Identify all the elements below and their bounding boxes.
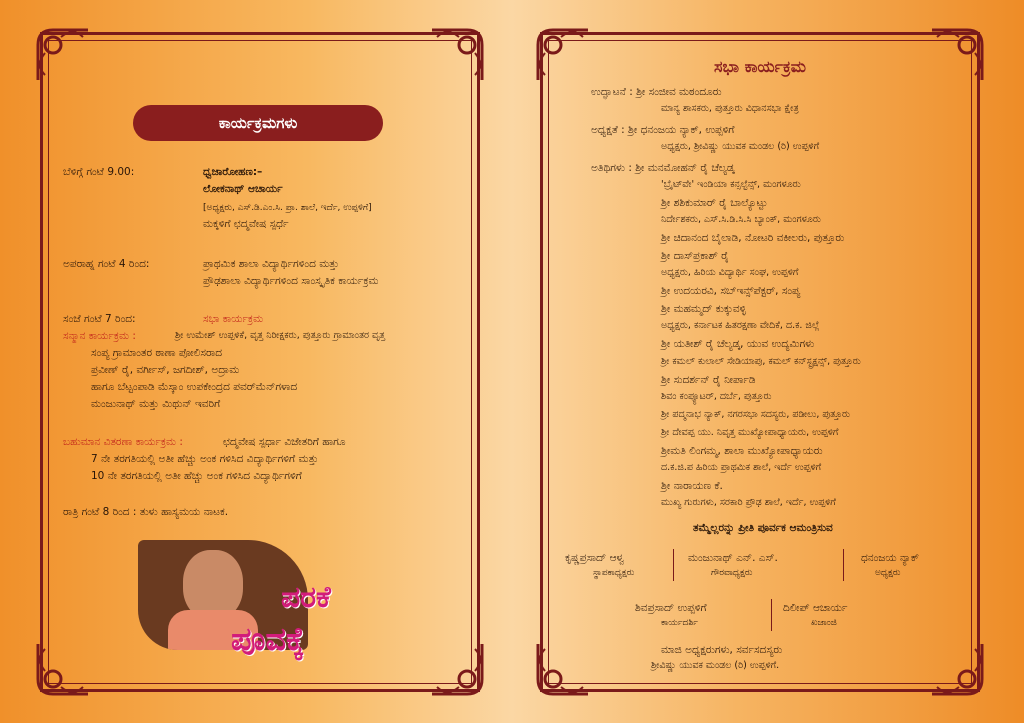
left-page — [40, 32, 480, 692]
sig-president-name: ಧನಂಜಯ ನ್ಯಾಕ್ — [861, 552, 920, 564]
guest-detail-6: ಅಧ್ಯಕ್ಷರು, ಕರ್ನಾಟಕ ಹಿತರಕ್ಷಣಾ ವೇದಿಕೆ, ದ.ಕ. ಜಿಲ್ಲೆ — [661, 320, 820, 331]
ornament-corner-icon — [427, 25, 487, 85]
divider — [843, 549, 844, 581]
brand-word-2: ಪೂವಕ್ಕೆ — [231, 620, 305, 658]
flag-hoisting: ಧ್ವಜಾರೋಹಣ:– — [203, 166, 263, 178]
row-president-detail: ಅಧ್ಯಕ್ಷರು, ಶ್ರೀವಿಷ್ಣು ಯುವಕ ಮಂಡಲ (ರಿ) ಉಪ್ಪಳಿಗೆ — [661, 141, 820, 152]
prize-line-3: 10 ನೇ ತರಗತಿಯಲ್ಲಿ ಅತೀ ಹೆಚ್ಚು ಅಂಕ ಗಳಿಸಿದ ವಿದ್ಯಾರ್ಥಿಗಳಿಗೆ — [91, 470, 302, 482]
sig-treasurer-name: ದಿಲೀಪ್ ಆಚಾರ್ಯ — [783, 602, 848, 614]
prize-label: ಬಹುಮಾನ ವಿತರಣಾ ಕಾರ್ಯಕ್ರಮ : — [63, 436, 183, 448]
ornament-corner-icon — [533, 639, 593, 699]
row-guests: ಅತಿಥಿಗಳು : ಶ್ರೀ ಮನಮೋಹನ್ ರೈ ಚೆಲ್ಯಡ್ಕ — [591, 162, 735, 174]
guest-detail-9: ಶಿವಂ ಕಂಪ್ಯೂಟರ್, ದರ್ಬೆ, ಪುತ್ತೂರು — [661, 391, 772, 402]
guest-13: ಶ್ರೀ ನಾರಾಯಣ ಕೆ. — [661, 480, 723, 492]
sig-secretary-name: ಶಿವಪ್ರಸಾದ್ ಉಪ್ಪಳಿಗೆ — [635, 602, 707, 614]
felicitation-line-5: ಮಂಜುನಾಥ್ ಮತ್ತು ಮಿಥುನ್ ಇವರಿಗೆ — [91, 398, 221, 410]
guest-12: ಶ್ರೀಮತಿ ಲಿಂಗಮ್ಮ, ಶಾಲಾ ಮುಖ್ಯೋಪಾಧ್ಯಾಯರು — [661, 445, 823, 457]
divider — [673, 549, 674, 581]
footer-line-1: ಮಾಜಿ ಅಧ್ಯಕ್ಷರುಗಳು, ಸರ್ವಸದಸ್ಯರು — [661, 644, 783, 656]
guest-3: ಶ್ರೀ ಚಿದಾನಂದ ಬೈಲಾಡಿ, ನೋಟರಿ ವಕೀಲರು, ಪುತ್ತೂರು — [661, 232, 845, 244]
morning-time: ಬೆಳಿಗ್ಗೆ ಗಂಟೆ 9.00: — [63, 166, 135, 178]
ornament-corner-icon — [33, 25, 93, 85]
guest-6: ಶ್ರೀ ಮಹಮ್ಮದ್ ಕುಕ್ಕುವಳ್ಳಿ — [661, 303, 747, 315]
guest-7: ಶ್ರೀ ಯತೀಶ್ ರೈ ಚೆಲ್ಯಡ್ಕ, ಯುವ ಉದ್ಯಮಿಗಳು — [661, 338, 815, 350]
row-inaugurator-detail: ಮಾನ್ಯ ಶಾಸಕರು, ಪುತ್ತೂರು ವಿಧಾನಸಭಾ ಕ್ಷೇತ್ರ — [661, 103, 799, 114]
guest-detail-2: ನಿರ್ದೇಶಕರು, ಎಸ್.ಸಿ.ಡಿ.ಸಿ.ಸಿ ಬ್ಯಾಂಕ್, ಮಂಗಳೂರು — [661, 214, 821, 225]
evening-time: ಸಂಜೆ ಗಂಟೆ 7 ರಿಂದ: — [63, 313, 136, 325]
felicitation-line-2: ಸಂಪ್ಯ ಗ್ರಾಮಾಂತರ ಠಾಣಾ ಪೋಲಿಸರಾದ — [91, 347, 222, 359]
cultural-line-1: ಪ್ರಾಥಮಿಕ ಶಾಲಾ ವಿದ್ಯಾರ್ಥಿಗಳಿಂದ ಮತ್ತು — [203, 258, 339, 270]
cultural-line-2: ಪ್ರೌಢಶಾಲಾ ವಿದ್ಯಾರ್ಥಿಗಳಿಂದ ಸಾಂಸ್ಕೃತಿಕ ಕಾರ್ಯಕ್ರಮ — [203, 275, 379, 287]
flag-hoister-detail: [ಅಧ್ಯಕ್ಷರು, ಎಸ್.ಡಿ.ಎಂ.ಸಿ. ಪ್ರಾ. ಶಾಲೆ, ಇರ್ದೆ, ಉಪ್ಪಳಿಗೆ] — [203, 203, 372, 213]
afternoon-time: ಅಪರಾಹ್ನ ಗಂಟೆ 4 ರಿಂದ: — [63, 258, 150, 270]
night-drama: ರಾತ್ರಿ ಗಂಟೆ 8 ರಿಂದ : ತುಳು ಹಾಸ್ಯಮಯ ನಾಟಕ. — [63, 506, 229, 518]
sig-secretary-role: ಕಾರ್ಯದರ್ಶಿ — [661, 618, 698, 628]
sig-president-role: ಅಧ್ಯಕ್ಷರು — [875, 568, 901, 578]
ornament-corner-icon — [427, 639, 487, 699]
guest-8: ಶ್ರೀ ಕಮಲ್ ಕುಲಾಲ್ ಸೇಡಿಯಾಪು, ಕಮಲ್ ಕನ್‌ಸ್ಟ್ರಕ್ಷನ್ಸ್, ಪುತ್ತೂರು — [661, 356, 861, 367]
row-inaugurator: ಉದ್ಘಾಟನೆ : ಶ್ರೀ ಸಂಜೀವ ಮಠಂದೂರು — [591, 86, 722, 98]
sig-honorary-name: ಮಂಜುನಾಥ್ ಎನ್. ಎಸ್. — [688, 552, 778, 564]
felicitation-line-1: ಶ್ರೀ ಉಮೇಶ್ ಉಪ್ಪಳಿಕೆ, ವೃತ್ತ ನಿರೀಕ್ಷಕರು, ಪುತ್ತೂರು ಗ್ರಾಮಾಂತರ ವೃತ್ತ — [175, 330, 386, 341]
guest-detail-13: ಮುಖ್ಯ ಗುರುಗಳು, ಸರಕಾರಿ ಪ್ರೌಢ ಶಾಲೆ, ಇರ್ದೆ, ಉಪ್ಪಳಿಗೆ — [661, 497, 836, 508]
sig-honorary-role: ಗೌರವಾಧ್ಯಕ್ಷರು — [711, 568, 753, 578]
meeting-label: ಸಭಾ ಕಾರ್ಯಕ್ರಮ — [203, 313, 264, 325]
fancy-dress-contest: ಮಕ್ಕಳಿಗೆ ಛದ್ಮವೇಷ ಸ್ಪರ್ಧೆ — [203, 218, 289, 230]
ornament-corner-icon — [33, 639, 93, 699]
felicitation-line-3: ಪ್ರವೀಣ್ ರೈ, ವರ್ಗೀಸ್, ಜಗದೀಶ್, ಅದ್ರಾಮ — [91, 364, 240, 376]
brand-word-1: ಪರಕೆ — [281, 580, 331, 615]
divider — [771, 599, 772, 631]
guest-10: ಶ್ರೀ ಪದ್ಮನಾಭ ನ್ಯಾಕ್, ನಗರಸಭಾ ಸದಸ್ಯರು, ಪಡೀಲು, ಪುತ್ತೂರು — [661, 409, 851, 420]
felicitation-label: ಸನ್ಮಾನ ಕಾರ್ಯಕ್ರಮ : — [63, 330, 136, 342]
ornament-corner-icon — [927, 639, 987, 699]
flag-hoister: ಲೋಕನಾಥ್ ಆಚಾರ್ಯ — [203, 183, 283, 195]
guest-2: ಶ್ರೀ ಶಶಿಕುಮಾರ್ ರೈ ಬಾಲ್ಯೊಟ್ಟು — [661, 197, 768, 209]
guest-5: ಶ್ರೀ ಉದಯರವಿ, ಸಬ್‌ಇನ್ಸ್‌ಪೆಕ್ಟರ್, ಸಂಪ್ಯ — [661, 285, 801, 297]
right-page — [540, 32, 980, 692]
meeting-title: ಸಭಾ ಕಾರ್ಯಕ್ರಮ — [713, 57, 806, 76]
prize-line-1: ಛದ್ಮವೇಷ ಸ್ಪರ್ಧಾ ವಿಜೇತರಿಗೆ ಹಾಗೂ — [223, 436, 346, 448]
prize-line-2: 7 ನೇ ತರಗತಿಯಲ್ಲಿ ಅತೀ ಹೆಚ್ಚು ಅಂಕ ಗಳಿಸಿದ ವಿದ್ಯಾರ್ಥಿಗಳಿಗೆ ಮತ್ತು — [91, 453, 319, 465]
invite-line: ತಮ್ಮೆಲ್ಲರನ್ನು ಪ್ರೀತಿ ಪೂರ್ವಕ ಆಮಂತ್ರಿಸುವ — [693, 522, 833, 534]
felicitation-line-4: ಹಾಗೂ ಬೆಟ್ಟಂಪಾಡಿ ಮೆಸ್ಕಾಂ ಉಪಕೇಂದ್ರದ ಪವರ್‌ಮೆನ್‌ಗಳಾದ — [91, 381, 298, 393]
guest-4: ಶ್ರೀ ದಾಸ್‌ಪ್ರಕಾಶ್ ರೈ — [661, 250, 729, 262]
guest-9: ಶ್ರೀ ಸುದರ್ಶನ್ ರೈ ನೀರ್ಪಾಡಿ — [661, 374, 756, 386]
sig-treasurer-role: ಖಜಾಂಜಿ — [811, 618, 837, 628]
guest-detail-1: 'ಬ್ರೈಟ್‌ವೇ' ಇಂಡಿಯಾ ಕನ್ಸಲ್ಟೆನ್ಸ್, ಮಂಗಳೂರು — [661, 179, 801, 190]
footer-line-2: ಶ್ರೀವಿಷ್ಣು ಯುವಕ ಮಂಡಲ (ರಿ) ಉಪ್ಪಳಿಗೆ. — [651, 660, 780, 671]
sig-founder-role: ಸ್ಥಾಪಕಾಧ್ಯಕ್ಷರು — [593, 568, 635, 578]
guest-11: ಶ್ರೀ ದೇವಪ್ಪ ಯು. ನಿವೃತ್ತ ಮುಖ್ಯೋಪಾಧ್ಯಾಯರು, ಉಪ್ಪಳಿಗೆ — [661, 427, 839, 438]
sig-founder-name: ಕೃಷ್ಣಪ್ರಸಾದ್ ಆಳ್ವ — [565, 552, 625, 564]
guest-detail-4: ಅಧ್ಯಕ್ಷರು, ಹಿರಿಯ ವಿದ್ಯಾರ್ಥಿ ಸಂಘ, ಉಪ್ಪಳಿಗೆ — [661, 267, 799, 278]
guest-detail-12: ದ.ಕ.ಜಿ.ಪ ಹಿರಿಯ ಪ್ರಾಥಮಿಕ ಶಾಲೆ, ಇರ್ದೆ ಉಪ್ಪಳಿಗೆ — [661, 462, 822, 473]
program-title: ಕಾರ್ಯಕ್ರಮಗಳು — [133, 105, 383, 141]
row-president: ಅಧ್ಯಕ್ಷತೆ : ಶ್ರೀ ಧನಂಜಯ ನ್ಯಾಕ್, ಉಪ್ಪಳಿಗೆ — [591, 124, 735, 136]
